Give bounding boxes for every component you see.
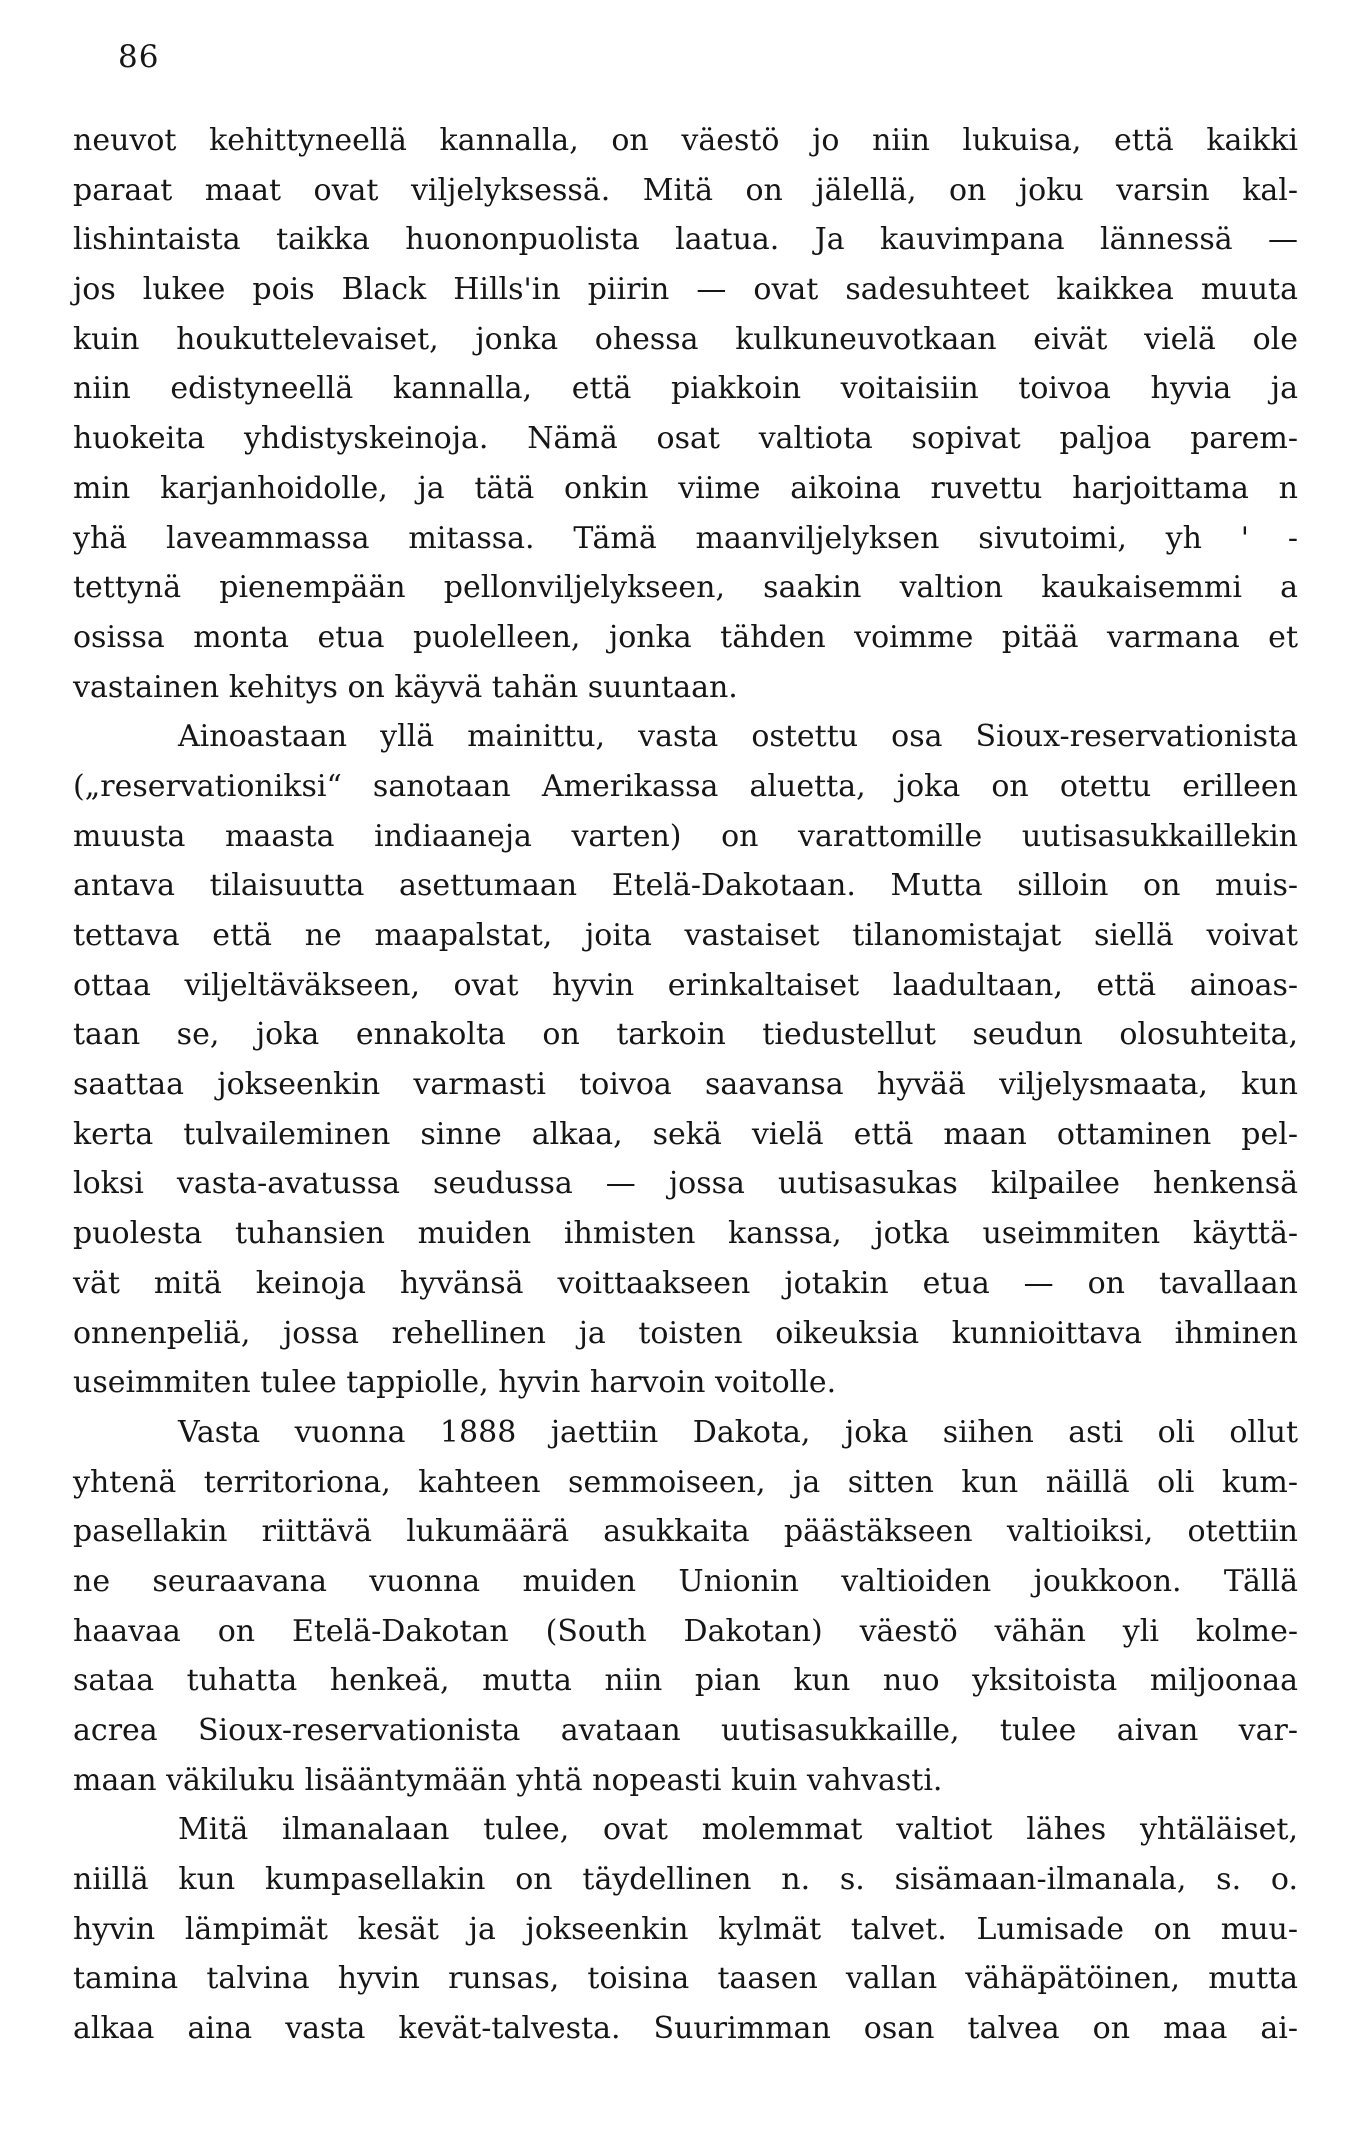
text-line: („reservationiksi“ sanotaan Amerikassa aluetta, joka on otettu erilleen <box>73 768 1298 804</box>
text-line: niin edistyneellä kannalla, että piakkoin voitaisiin toivoa hyvia ja <box>73 371 1298 407</box>
paragraph-first-line: Mitä ilmanalaan tulee, ovat molemmat valtiot lähes yhtäläiset, <box>178 1812 1298 1848</box>
text-line: sataa tuhatta henkeä, mutta niin pian kun nuo yksitoista miljoonaa <box>73 1663 1298 1699</box>
text-line: huokeita yhdistyskeinoja. Nämä osat valtiota sopivat paljoa parem- <box>73 421 1298 457</box>
body-text <box>73 116 1298 2054</box>
text-line: kerta tulvaileminen sinne alkaa, sekä vielä että maan ottaminen pel- <box>73 1116 1298 1152</box>
text-line: min karjanhoidolle, ja tätä onkin viime aikoina ruvettu harjoittama n <box>73 470 1298 506</box>
paragraph-first-line: Ainoastaan yllä mainittu, vasta ostettu osa Sioux-reservationista <box>178 719 1298 755</box>
text-line: antava tilaisuutta asettumaan Etelä-Dakotaan. Mutta silloin on muis- <box>73 868 1298 904</box>
text-line: tettava että ne maapalstat, joita vastaiset tilanomistajat siellä voivat <box>73 918 1298 953</box>
paragraph-first-line: Vasta vuonna 1888 jaettiin Dakota, joka siihen asti oli ollut <box>178 1414 1298 1450</box>
paragraph-last-line: useimmiten tulee tappiolle, hyvin harvoin voitolle. <box>73 1365 837 1401</box>
text-line: haavaa on Etelä-Dakotan (South Dakotan) väestö vähän yli kolme- <box>73 1613 1298 1649</box>
text-line: alkaa aina vasta kevät-talvesta. Suurimman osan talvea on maa ai- <box>73 2011 1298 2047</box>
text-line: loksi vasta-avatussa seudussa — jossa uutisasukas kilpailee henkensä <box>73 1166 1298 1202</box>
paragraph-last-line: vastainen kehitys on käyvä tahän suuntaan. <box>73 669 738 705</box>
text-line: yhä laveammassa mitassa. Tämä maanviljelyksen sivutoimi, yh ' - <box>73 520 1298 556</box>
text-line: puolesta tuhansien muiden ihmisten kanssa, jotka useimmiten käyttä- <box>73 1216 1298 1252</box>
text-line: saattaa jokseenkin varmasti toivoa saavansa hyvää viljelysmaata, kun <box>73 1067 1298 1103</box>
text-line: vät mitä keinoja hyvänsä voittaakseen jotakin etua — on tavallaan <box>73 1265 1298 1301</box>
text-line: ne seuraavana vuonna muiden Unionin valtioiden joukkoon. Tällä <box>73 1563 1298 1599</box>
text-line: pasellakin riittävä lukumäärä asukkaita päästäkseen valtioiksi, otettiin <box>73 1514 1298 1550</box>
text-line: jos lukee pois Black Hills'in piirin — ovat sadesuhteet kaikkea muuta <box>73 272 1298 308</box>
text-line: neuvot kehittyneellä kannalla, on väestö jo niin lukuisa, että kaikki <box>73 123 1298 158</box>
text-line: kuin houkuttelevaiset, jonka ohessa kulkuneuvotkaan eivät vielä ole <box>73 321 1298 357</box>
text-line: muusta maasta indiaaneja varten) on varattomille uutisasukkaillekin <box>73 818 1298 854</box>
text-line: ottaa viljeltäväkseen, ovat hyvin erinkaltaiset laadultaan, että ainoas- <box>73 967 1298 1003</box>
page-number: 86 <box>118 39 160 75</box>
text-line: hyvin lämpimät kesät ja jokseenkin kylmät talvet. Lumisade on muu- <box>73 1911 1298 1947</box>
text-line: tettynä pienempään pellonviljelykseen, saakin valtion kaukaisemmi a <box>73 570 1298 606</box>
text-line: lishintaista taikka huononpuolista laatua. Ja kauvimpana lännessä — <box>73 222 1298 258</box>
text-line: niillä kun kumpasellakin on täydellinen n. s. sisämaan-ilmanala, s. o. <box>73 1862 1298 1898</box>
text-line: yhtenä territoriona, kahteen semmoiseen, ja sitten kun näillä oli kum- <box>73 1464 1298 1500</box>
text-line: tamina talvina hyvin runsas, toisina taasen vallan vähäpätöinen, mutta <box>73 1961 1298 1997</box>
text-line: onnenpeliä, jossa rehellinen ja toisten oikeuksia kunnioittava ihminen <box>73 1315 1298 1351</box>
text-line: paraat maat ovat viljelyksessä. Mitä on jälellä, on joku varsin kal- <box>73 172 1298 208</box>
text-line: acrea Sioux-reservationista avataan uutisasukkaille, tulee aivan var- <box>73 1713 1298 1748</box>
text-line: osissa monta etua puolelleen, jonka tähden voimme pitää varmana et <box>73 619 1298 655</box>
paragraph-last-line: maan väkiluku lisääntymään yhtä nopeasti kuin vahvasti. <box>73 1762 943 1798</box>
text-line: taan se, joka ennakolta on tarkoin tiedustellut seudun olosuhteita, <box>73 1017 1298 1053</box>
